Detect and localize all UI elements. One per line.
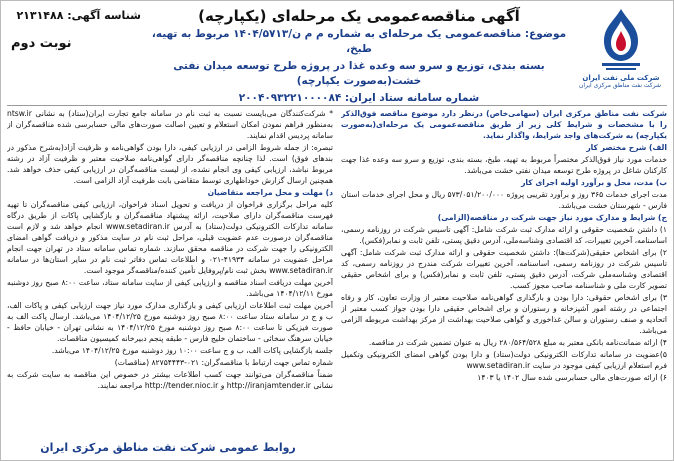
section-heading: ب) مدت، محل و برآورد اولیه اجرای کار [521,178,667,187]
paragraph: خدمات مورد نیاز فوق‌الذکر مختصراً مربوط به تهیه، طبخ، بسته بندی، توزیع و سرو سه وعده غذا جهت کارکنان شاغل در پروژه طرح توسعه میدان نفتی خشت می‌باشد. [341,155,667,175]
left-column [7,108,333,434]
page-title: آگهی مناقصه‌عمومی یک مرحله‌ای (یکپارچه) [198,7,520,25]
paragraph: ۳) برای اشخاص حقوقی: دارا بودن و بارگذاری گواهی‌نامه صلاحیت معتبر از وزارت تعاون، کار و رفاه اجتماعی در رشته امور آشپزخانه و رستوران و برای اشخاص حقیقی دارا بودن جواز کسب معتبر از اتحادیه و صنف رستوران و سالن غذاخوری و گواهی صلاحیت بهداشت از مرکز بهداشت مربوطه الزامی می‌باشد. [341,293,667,335]
footer-signature: روابط عمومی شرکت نفت مناطق مرکزی ایران [40,441,296,454]
subject-line-1: موضوع: مناقصه‌عمومی یک مرحله‌ای به شماره م م ن/۱۴۰۴/۵۷۱۳ مربوط به تهیه، طبخ، [151,28,567,55]
paragraph: آخرین مهلت دریافت اسناد مناقصه و ارزیابی کیفی از سایت سامانه ستاد، ساعت ۸:۰۰ صبح روز دوشنبه مورخ ۱۴۰۴/۱۲/۱۱ می‌باشد. [7,278,333,298]
paragraph: تبصره: از جمله شروط الزامی در ارزیابی کیفی، دارا بودن گواهی‌نامه و ظرفیت آزاد(به‌شرح مذکور در بندهای فوق) است. لذا چنانچه مناقصه‌گر دارای گواهی‌نامه صلاحیت معتبر و ظرفیت آزاد در رشته مربوط نباشد، ارزیابی کیفی وی انجام نشده، از لیست مناقصه‌گران در ارزیابی کیفی حذف خواهد شد. همچنین ارسال گزارش خوداظهاری توسط متقاضی بابت ظرفیت آزاد الزامی است. [7,143,333,185]
paragraph: جلسه بازگشایی پاکات الف، ب و ج ساعت ۱۰:۰۰ روز دوشنبه مورخ ۱۴۰۴/۱۲/۲۵ می‌باشد. [51,346,333,355]
paragraph: ۶) ارائه صورت‌های مالی حسابرسی شده سال ۱۴۰۲ یا ۱۴۰۳ [477,373,667,382]
company-logo [578,7,661,103]
ad-header [7,5,667,103]
section-heading: د) مهلت و محل مراجعه متقاضیان [207,188,333,197]
ad-code: شناسه آگهی: ۲۱۳۱۴۸۸ [16,9,141,22]
paragraph: شماره تماس جهت ارتباط با مناقصه‌گران: ۰۲۱-۸۲۷۵۴۴۴۳ (مناقصات) [114,358,333,367]
publication-round: نوبت دوم [11,36,72,51]
paragraph: ۵)عضویت در سامانه تدارکات الکترونیکی دولت(ستاد) و دارا بودن گواهی امضای الکترونیکی وتکمیل فرم استعلام ارزیابی کیفی موجود در سایت www.setadiran.ir [341,350,667,370]
paragraph: آخرین مهلت ثبت اطلاعات ارزیابی کیفی و بارگذاری مدارک مورد نیاز جهت ارزیابی کیفی و پاکات الف، ب و ج در سامانه ستاد ساعت ۸:۰۰ صبح روز دوشنبه مورخ ۱۴۰۴/۱۲/۲۵ می‌باشد. ارسال پاکت الف به صورت فیزیکی تا ساعت ۸:۰۰ صبح روز دوشنبه مورخ ۱۴۰۴/۱۲/۲۵ به نشانی تهران - خیابان حافظ - خیابان سرهنگ سخائی - ساختمان خلیج فارس - طبقه پنجم دبیرخانه کمیسیون مناقصات. [7,301,333,343]
paragraph: کلیه مراحل برگزاری فراخوان از دریافت و تحویل اسناد فراخوان، ارزیابی کیفی مناقصه‌گران تا تهیه فهرست مناقصه‌گران دارای صلاحیت، ارائه پیشنهاد مناقصه‌گران و بازگشایی پاکات از طریق درگاه سامانه تدارکات الکترونیکی دولت(ستاد) به آدرس www.setadiran.ir انجام خواهد شد و لازم است مناقصه‌گران درصورت عدم عضویت قبلی، مراحل ثبت نام در سایت مذکور و دریافت گواهی امضای الکترونیکی را جهت شرکت در مناقصه محقق سازند. شماره تماس سامانه ستاد در تهران جهت انجام مراحل عضویت در سامانه ۴۱۹۳۴-۰۲۱ و اطلاعات تماس دفاتر ثبت نام در سایر استان‌ها در سامانه www.setadiran.ir بخش ثبت نام/پروفایل تأمین کننده/مناقصه‌گر موجود است. [7,200,333,275]
logo-subsidiary-name: شرکت نفت مناطق مرکزی ایران [578,82,661,89]
logo-company-name: شرکت ملی نفت ایران [582,74,660,82]
header-divider [7,105,667,106]
section-heading: الف) شرح مختصر کار [586,143,667,152]
paragraph: ۱) داشتن شخصیت حقوقی و ارائه مدارک ثبت شرکت شامل: آگهی تاسیس شرکت در روزنامه رسمی، اساسنامه، آخرین تغییرات، کد اقتصادی وشناسه‌ملی، آدرس دقیق پستی، تلفن ثابت و نمابر(فکس). [341,225,667,245]
subject-line-3: شماره سامانه ستاد ایران: ۲۰۰۴۰۹۳۲۲۱۰۰۰۰۸۴ [238,92,480,104]
ad-meta [11,9,141,51]
right-column [341,108,667,434]
section-heading: ج) شرایط و مدارک مورد نیاز جهت شرکت در مناقصه(الزامی) [437,213,667,222]
nioc-flame-icon [592,7,650,73]
paragraph: ضمناً مناقصه‌گران می‌توانند جهت کسب اطلاعات بیشتر در خصوص این مناقصه به سایت شرکت به نشانی http://iranjamtender.ir و http://tender.nioc.ir مراجعه نمایند. [7,370,333,390]
paragraph: شرکت نفت مناطق مرکزی ایران (سهامی‌خاص) در‌نظر دارد موضوع مناقصه فوق‌الذکر را با مشخصات و شرایط کلی زیر از طریق مناقصه‌عمومی یک مرحله‌ای(به‌صورت یکپارچه) به شرکت‌های واجد شرایط، واگذار نماید. [341,109,667,140]
paragraph: ۲) برای اشخاص حقیقی(شرکت‌ها): داشتن شخصیت حقوقی و ارائه مدارک ثبت شرکت شامل: آگهی تاسیس شرکت در روزنامه رسمی، اساسنامه، آخرین تغییرات شرکت مندرج در روزنامه رسمی، کد اقتصادی وشناسه‌ملی شرکت، آدرس دقیق پستی، تلفن ثابت و نمابر(فکس) و برای اشخاص حقیقی تصویر کارت ملی و شناسنامه صاحب مجوز کسب. [341,248,667,290]
paragraph: مدت اجرای خدمات ۳۶۵ روز و برآورد تقریبی پروژه ۵۷۳/۰۵۱/۲۰۰/۰۰۰ ریال و محل اجرای خدمات استان فارس - شهرستان خشت می‌باشد. [341,190,667,210]
paragraph: * شرکت‌کنندگان می‌بایست نسبت به ثبت نام در سامانه جامع تجارت ایران(ستاد) به نشانی ntsw.ir به‌منظور فراهم نمودن امکان استعلام و تعیین اصالت صورت‌های مالی حسابرسی شده مناقصه‌گران از سامانه پردیس اقدام نمایند. [7,109,333,140]
title-block [147,5,571,106]
paragraph: ۴) ارائه ضمانت‌نامه بانکی معتبر به مبلغ ۲۸۰/۵۶۴/۵۲۸ ریال به عنوان تضمین شرکت در مناقصه. [368,338,667,347]
subject-line-2: بسته بندی، توزیع و سرو سه وعده غذا در پروژه طرح توسعه میدان نفتی خشت(به‌صورت یکپارچه) [173,60,545,87]
